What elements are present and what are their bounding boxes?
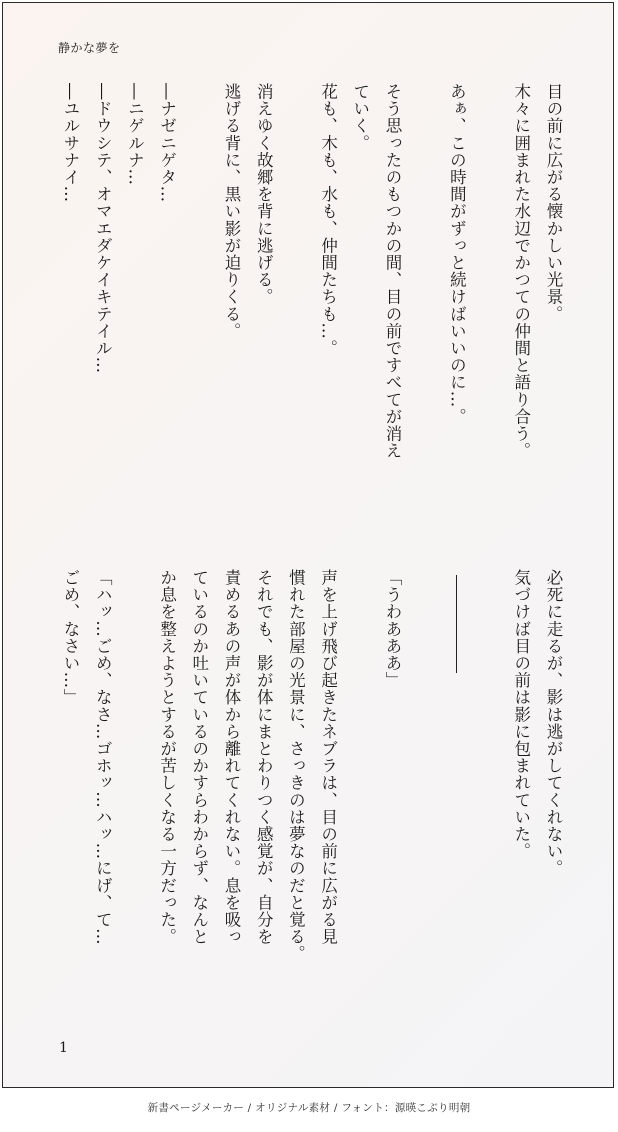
text-column: 気づけば目の前は影に包まれていた。 xyxy=(511,569,531,860)
text-column: 逃げる背に、黒い影が迫りくる。 xyxy=(222,83,241,340)
text-column: そう思ったのもつかの間、目の前ですべてが消え xyxy=(383,83,402,460)
text-column: 必死に走るが、影は逃がしてくれない。 xyxy=(544,569,563,877)
text-column: ―ドウシテ、オマエダケイキテイル… xyxy=(93,83,113,374)
text-column: それでも、影が体にまとわりつく感覚が、自分を xyxy=(254,569,274,946)
text-column: か息を整えようとするが苦しくなる一方だった。 xyxy=(157,569,177,946)
text-column: ―ユルサナイ… xyxy=(61,83,80,203)
text-column: 消えゆく故郷を背に逃げる。 xyxy=(254,83,274,306)
text-column: ているのか吐いているのかすらわからず、なんと xyxy=(189,569,209,946)
text-column: 「ハッ…ごめ、なさ…ゴホッ…ハッ…にげ、て… xyxy=(93,569,113,946)
footer-credit: 新書ページメーカー / オリジナル素材 / フォント：源暎こぶり明朝 xyxy=(147,1102,471,1114)
text-column: 責めるあの声が体から離れてくれない。息を吸っ xyxy=(222,569,241,946)
text-column: 木々に囲まれた水辺でかつての仲間と語り合う。 xyxy=(511,83,531,460)
manuscript-page xyxy=(2,2,614,1088)
text-column: ていく。 xyxy=(350,83,370,152)
text-column: 声を上げ飛び起きたネブラは、目の前に広がる見 xyxy=(318,569,338,946)
scene-divider xyxy=(456,575,457,673)
text-column: 「うわあああ」 xyxy=(383,569,402,689)
text-column: 目の前に広がる懐かしい光景。 xyxy=(544,83,563,323)
text-column: ごめ、なさい…」 xyxy=(61,569,80,706)
text-column: 慣れた部屋の光景に、さっきのは夢なのだと覚る。 xyxy=(286,569,306,963)
text-column: あぁ、この時間がずっと続けばいいのに…。 xyxy=(447,83,467,425)
page-number: 1 xyxy=(59,1040,68,1056)
text-column: ―ニゲルナ… xyxy=(125,83,145,186)
text-column: ―ナゼニゲタ… xyxy=(157,83,177,203)
page-title: 静かな夢を xyxy=(58,41,121,55)
text-column: 花も、木も、水も、仲間たちも…。 xyxy=(318,83,338,357)
